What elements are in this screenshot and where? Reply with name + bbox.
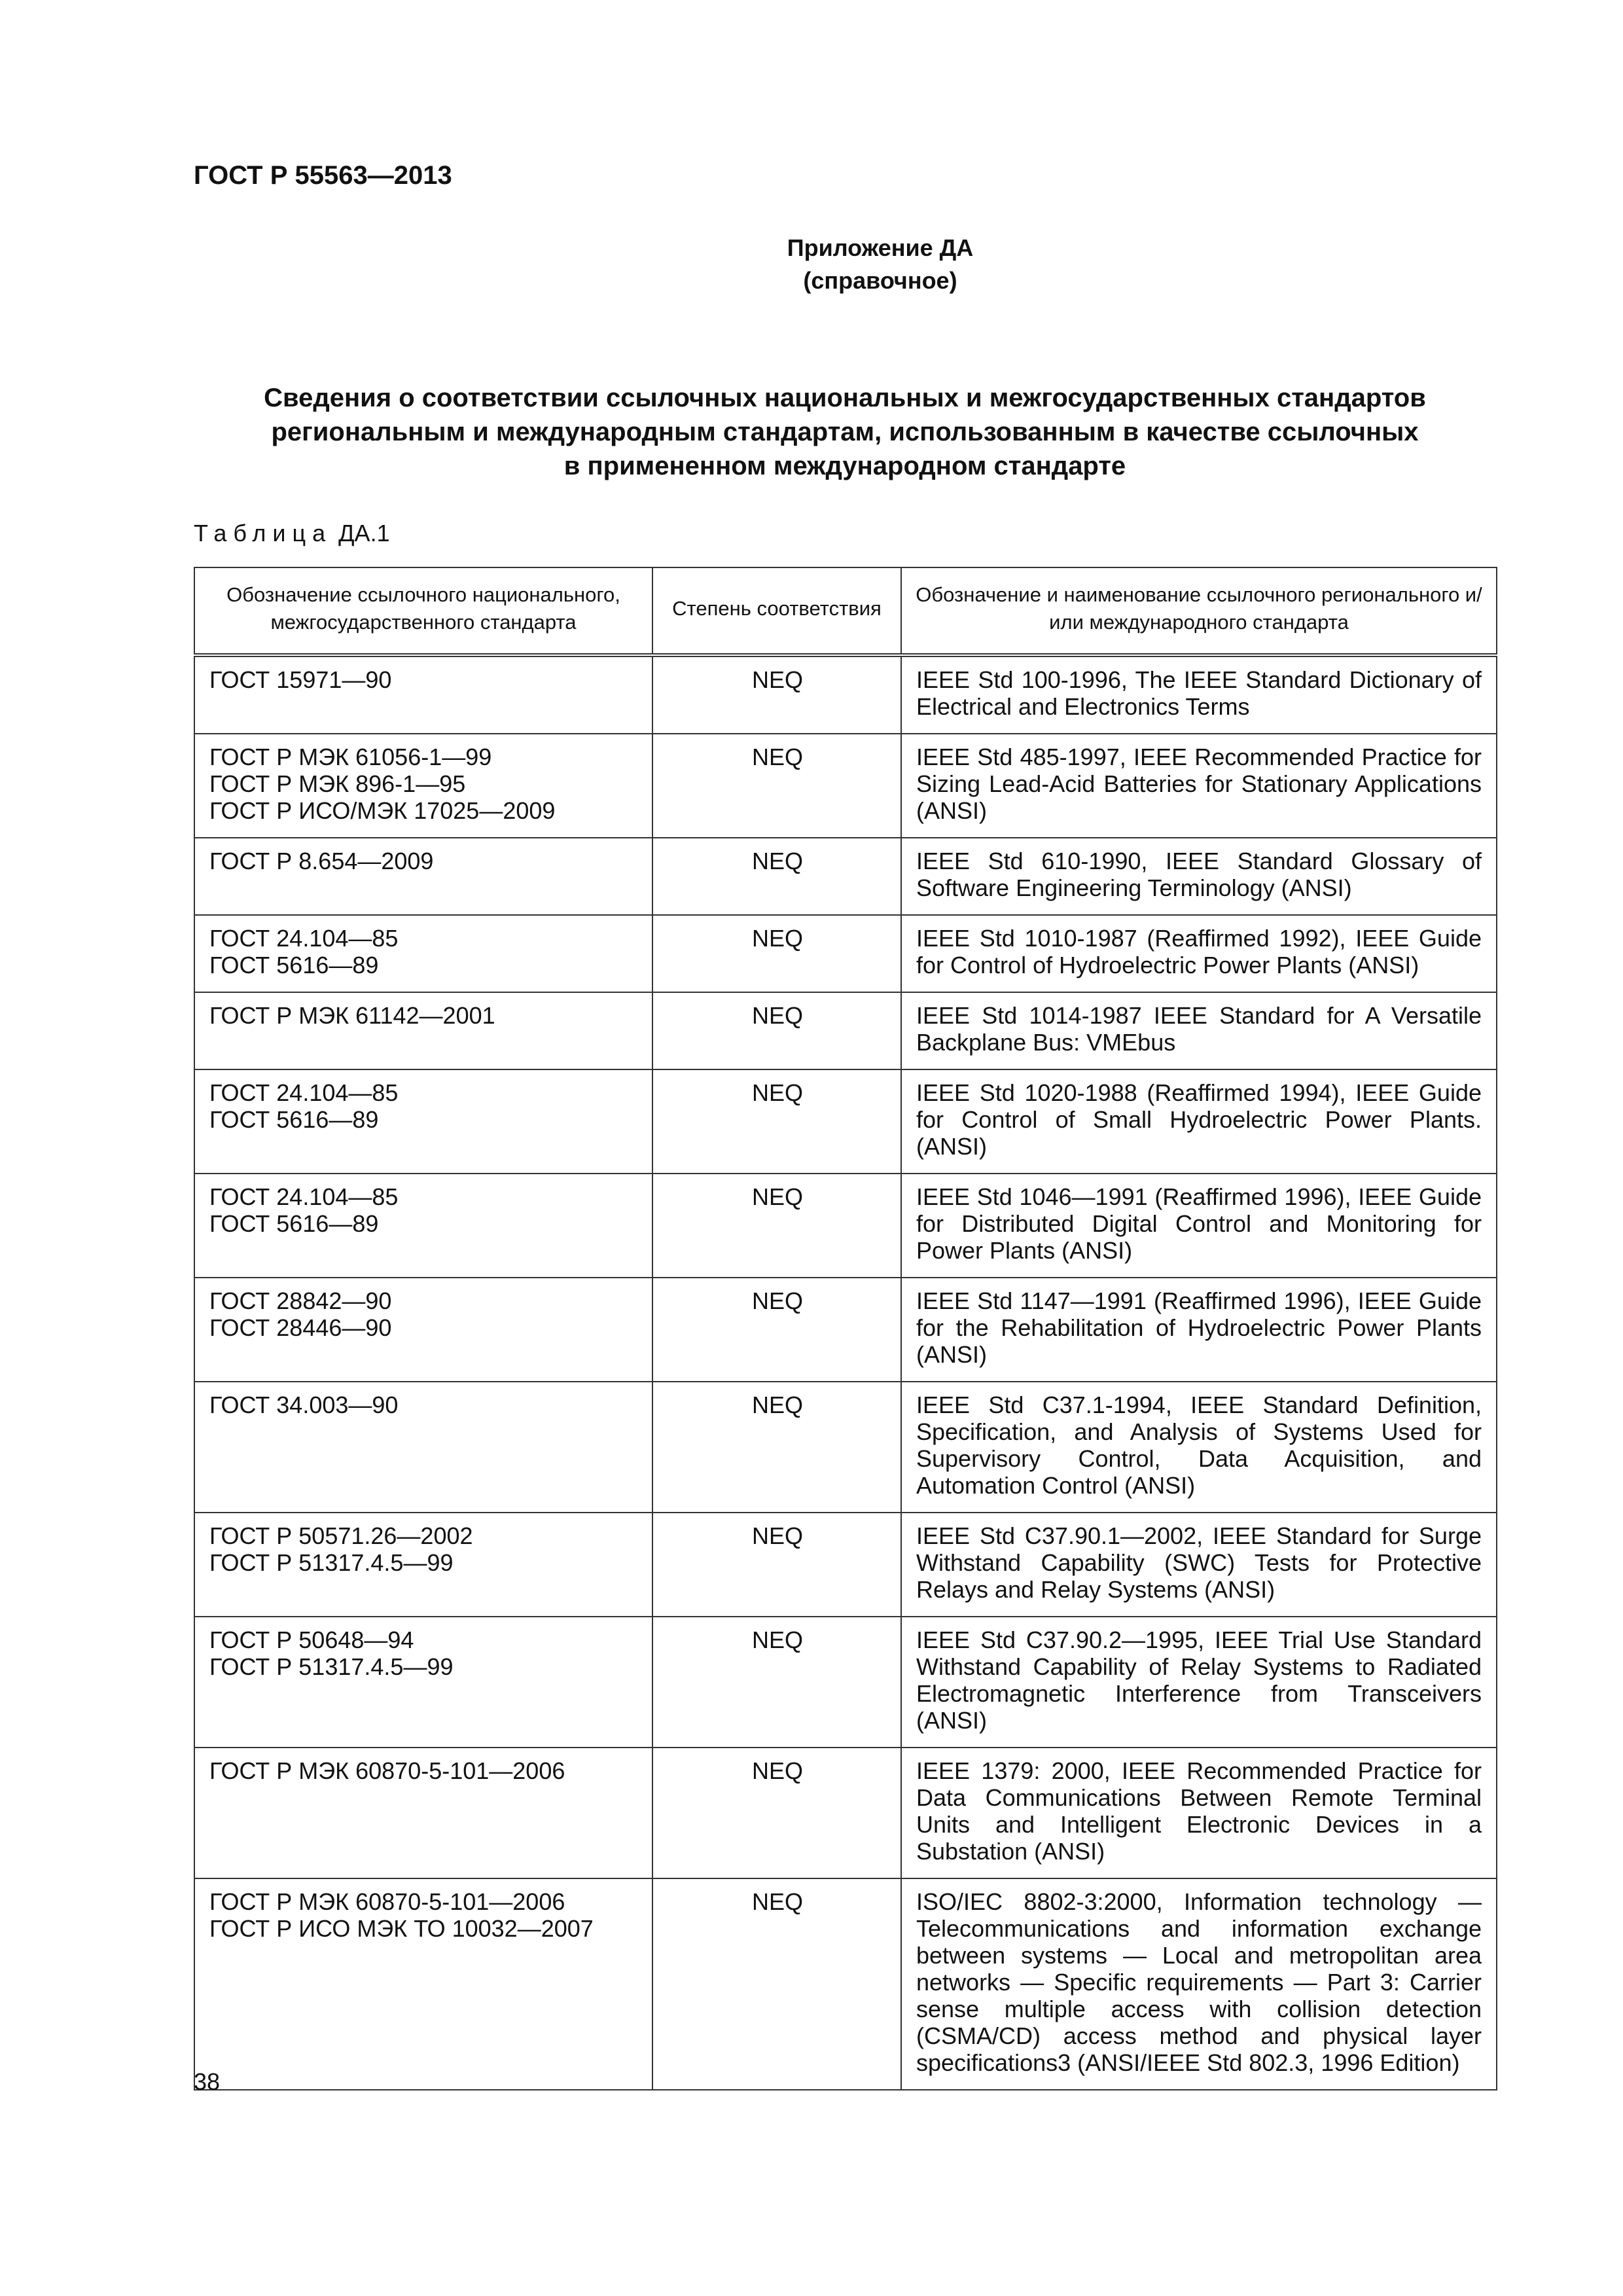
national-standard-code: ГОСТ Р 50571.26—2002 bbox=[209, 1522, 473, 1549]
degree-cell: NEQ bbox=[652, 1174, 901, 1278]
table-row bbox=[194, 1748, 1497, 1878]
international-standard-cell: IEEE Std 100-1996, The IEEE Standard Dictionary of Electrical and Electronics Terms bbox=[901, 655, 1497, 734]
degree-cell: NEQ bbox=[652, 1069, 901, 1174]
national-standard-code: ГОСТ Р 8.654—2009 bbox=[209, 848, 434, 874]
national-standard-cell bbox=[194, 1513, 652, 1617]
table-row bbox=[194, 992, 1497, 1069]
degree-cell: NEQ bbox=[652, 1513, 901, 1617]
title-line: Сведения о соответствии ссылочных национальных и межгосударственных стандартов bbox=[264, 384, 1426, 412]
table-caption-word: Таблица bbox=[194, 520, 332, 547]
degree-cell: NEQ bbox=[652, 1748, 901, 1878]
correspondence-table bbox=[194, 567, 1497, 2090]
national-standard-code: ГОСТ Р 50648—94 bbox=[209, 1626, 414, 1653]
degree-cell: NEQ bbox=[652, 1617, 901, 1748]
national-standard-cell bbox=[194, 1748, 652, 1878]
national-standard-cell bbox=[194, 838, 652, 915]
international-standard-cell: IEEE Std 610-1990, IEEE Standard Glossary of Software Engineering Terminology (ANSI) bbox=[901, 838, 1497, 915]
national-standard-cell bbox=[194, 1617, 652, 1748]
page-title bbox=[194, 381, 1496, 483]
degree-cell: NEQ bbox=[652, 1278, 901, 1382]
international-standard-cell: IEEE 1379: 2000, IEEE Recommended Practice for Data Communications Between Remote Terminal Units and Intelligent Electronic Devices in a Substation (ANSI) bbox=[901, 1748, 1497, 1878]
international-standard-cell: IEEE Std C37.1-1994, IEEE Standard Definition, Specification, and Analysis of Systems Used for Supervisory Control, Data Acquisition, and Automation Control (ANSI) bbox=[901, 1382, 1497, 1513]
table-row bbox=[194, 734, 1497, 838]
national-standard-cell bbox=[194, 655, 652, 734]
appendix-type: (справочное) bbox=[803, 267, 957, 294]
document-header: ГОСТ Р 55563—2013 bbox=[194, 161, 452, 190]
national-standard-code: ГОСТ 28446—90 bbox=[209, 1314, 392, 1341]
title-line: в примененном международном стандарте bbox=[563, 452, 1126, 480]
international-standard-cell: IEEE Std 1147—1991 (Reaffirmed 1996), IEEE Guide for the Rehabilitation of Hydroelectric Power Plants (ANSI) bbox=[901, 1278, 1497, 1382]
title-line: региональным и международным стандартам, использованным в качестве ссылочных bbox=[271, 418, 1419, 446]
national-standard-cell bbox=[194, 992, 652, 1069]
national-standard-code: ГОСТ 28842—90 bbox=[209, 1287, 392, 1314]
national-standard-cell bbox=[194, 734, 652, 838]
column-header-degree: Степень соответствия bbox=[652, 567, 901, 655]
national-standard-code: ГОСТ Р МЭК 61056-1—99 bbox=[209, 744, 492, 770]
table-row bbox=[194, 1278, 1497, 1382]
table-row bbox=[194, 915, 1497, 992]
table-row bbox=[194, 1174, 1497, 1278]
national-standard-code: ГОСТ Р МЭК 896-1—95 bbox=[209, 770, 466, 797]
table-row bbox=[194, 838, 1497, 915]
degree-cell: NEQ bbox=[652, 655, 901, 734]
international-standard-cell: ISO/IEC 8802-3:2000, Information technology — Telecommunications and information exchange between systems — Local and metropolitan area networks — Specific requirements — Part 3: Carrier sense multiple access with collision detection (CSMA/CD) access method and physical layer specifications3 (ANSI/IEEE Std 802.3, 1996 Edition) bbox=[901, 1878, 1497, 2090]
appendix-title: Приложение ДА bbox=[787, 234, 974, 261]
table-row bbox=[194, 1382, 1497, 1513]
national-standard-code: ГОСТ 24.104—85 bbox=[209, 925, 399, 952]
national-standard-cell bbox=[194, 915, 652, 992]
national-standard-code: ГОСТ 24.104—85 bbox=[209, 1183, 399, 1210]
degree-cell: NEQ bbox=[652, 992, 901, 1069]
national-standard-code: ГОСТ Р МЭК 60870-5-101—2006 bbox=[209, 1888, 565, 1915]
national-standard-code: ГОСТ 15971—90 bbox=[209, 666, 392, 693]
table-row bbox=[194, 1617, 1497, 1748]
national-standard-code: ГОСТ Р МЭК 61142—2001 bbox=[209, 1002, 495, 1029]
national-standard-code: ГОСТ Р 51317.4.5—99 bbox=[209, 1653, 454, 1680]
table-row bbox=[194, 655, 1497, 734]
national-standard-code: ГОСТ Р ИСО/МЭК 17025—2009 bbox=[209, 797, 556, 824]
international-standard-cell: IEEE Std 1010-1987 (Reaffirmed 1992), IEEE Guide for Control of Hydroelectric Power Plants (ANSI) bbox=[901, 915, 1497, 992]
degree-cell: NEQ bbox=[652, 1382, 901, 1513]
international-standard-cell: IEEE Std 485-1997, IEEE Recommended Practice for Sizing Lead-Acid Batteries for Stationary Applications (ANSI) bbox=[901, 734, 1497, 838]
national-standard-code: ГОСТ 24.104—85 bbox=[209, 1079, 399, 1106]
national-standard-cell bbox=[194, 1278, 652, 1382]
national-standard-code: ГОСТ 5616—89 bbox=[209, 1210, 379, 1237]
degree-cell: NEQ bbox=[652, 734, 901, 838]
national-standard-cell bbox=[194, 1878, 652, 2090]
degree-cell: NEQ bbox=[652, 1878, 901, 2090]
table-caption bbox=[194, 520, 390, 547]
degree-cell: NEQ bbox=[652, 838, 901, 915]
table-row bbox=[194, 1069, 1497, 1174]
table-caption-number: ДА.1 bbox=[338, 520, 390, 547]
national-standard-cell bbox=[194, 1069, 652, 1174]
column-header-national-standard: Обозначение ссылочного национального, межгосударственного стандарта bbox=[194, 567, 652, 655]
table-header-row bbox=[194, 567, 1497, 655]
national-standard-code: ГОСТ 34.003—90 bbox=[209, 1391, 399, 1418]
table-row bbox=[194, 1878, 1497, 2090]
national-standard-cell bbox=[194, 1174, 652, 1278]
table-row bbox=[194, 1513, 1497, 1617]
national-standard-code: ГОСТ Р ИСО МЭК ТО 10032—2007 bbox=[209, 1915, 594, 1942]
table-body bbox=[194, 655, 1497, 2090]
national-standard-cell bbox=[194, 1382, 652, 1513]
column-header-international-standard: Обозначение и наименование ссылочного регионального и/или международного стандарта bbox=[901, 567, 1497, 655]
national-standard-code: ГОСТ 5616—89 bbox=[209, 952, 379, 978]
national-standard-code: ГОСТ 5616—89 bbox=[209, 1106, 379, 1133]
national-standard-code: ГОСТ Р 51317.4.5—99 bbox=[209, 1549, 454, 1576]
degree-cell: NEQ bbox=[652, 915, 901, 992]
international-standard-cell: IEEE Std 1020-1988 (Reaffirmed 1994), IEEE Guide for Control of Small Hydroelectric Power Plants. (ANSI) bbox=[901, 1069, 1497, 1174]
appendix-label bbox=[0, 232, 1623, 297]
page-number: 38 bbox=[194, 2068, 221, 2095]
international-standard-cell: IEEE Std 1014-1987 IEEE Standard for A Versatile Backplane Bus: VMEbus bbox=[901, 992, 1497, 1069]
international-standard-cell: IEEE Std C37.90.2—1995, IEEE Trial Use Standard Withstand Capability of Relay Systems to Radiated Electromagnetic Interference from Transceivers (ANSI) bbox=[901, 1617, 1497, 1748]
international-standard-cell: IEEE Std C37.90.1—2002, IEEE Standard for Surge Withstand Capability (SWC) Tests for Protective Relays and Relay Systems (ANSI) bbox=[901, 1513, 1497, 1617]
national-standard-code: ГОСТ Р МЭК 60870-5-101—2006 bbox=[209, 1757, 565, 1784]
international-standard-cell: IEEE Std 1046—1991 (Reaffirmed 1996), IEEE Guide for Distributed Digital Control and Monitoring for Power Plants (ANSI) bbox=[901, 1174, 1497, 1278]
